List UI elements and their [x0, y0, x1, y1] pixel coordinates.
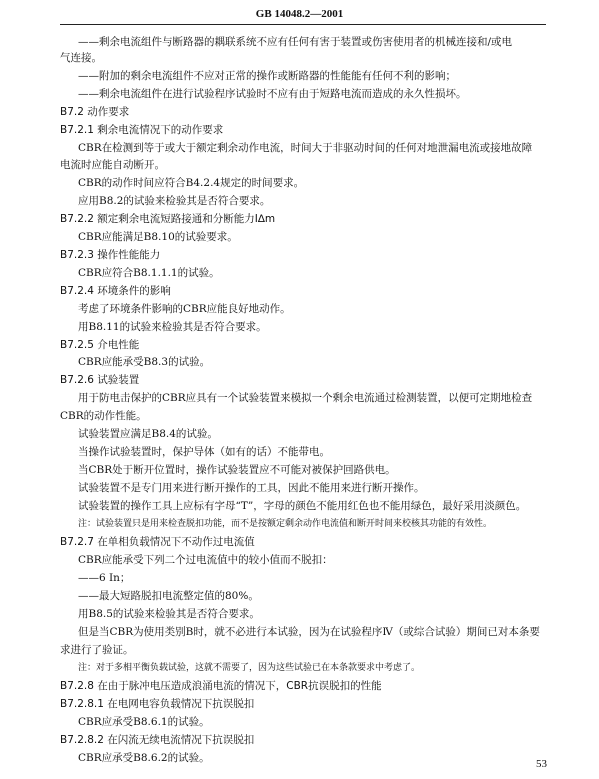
- text-line: 当操作试验装置时，保护导体（如有的话）不能带电。: [78, 446, 330, 458]
- text-line: CBR的动作性能。: [60, 410, 147, 422]
- section-heading: B7.2.1 剩余电流情况下的动作要求: [60, 124, 224, 136]
- text-line: CBR应符合B8.1.1.1的试验。: [78, 267, 220, 279]
- text-line: 用B8.5的试验来检验其是否符合要求。: [78, 608, 260, 620]
- section-heading: B7.2.4 环境条件的影响: [60, 285, 171, 297]
- text-line: ——最大短路脱扣电流整定值的80%。: [78, 590, 259, 602]
- section-heading: B7.2.5 介电性能: [60, 339, 140, 351]
- standard-header: GB 14048.2—2001: [255, 8, 344, 20]
- text-line: 用B8.11的试验来检验其是否符合要求。: [78, 321, 267, 333]
- text-line: CBR的动作时间应符合B4.2.4规定的时间要求。: [78, 177, 305, 189]
- note-line: 注：对于多相平衡负载试验，这就不需要了，因为这些试验已在本条款要求中考虑了。: [78, 663, 421, 673]
- text-line: 考虑了环境条件影响的CBR应能良好地动作。: [78, 303, 291, 315]
- section-heading: B7.2.8.1 在电网电容负载情况下抗误脱扣: [60, 698, 255, 710]
- section-heading: B7.2.8.2 在闪流无续电流情况下抗误脱扣: [60, 734, 255, 746]
- text-line: CBR在检测到等于或大于额定剩余动作电流，时间大于非驱动时间的任何对地泄漏电流或接地故障: [78, 142, 533, 154]
- text-line: CBR应承受B8.6.2的试验。: [78, 752, 210, 764]
- text-line: 但是当CBR为使用类别B时，就不必进行本试验，因为在试验程序Ⅳ（或综合试验）期间已对本条要: [78, 626, 540, 638]
- text-line: 试验装置的操作工具上应标有字母“T”，字母的颜色不能用红色也不能用绿色，最好采用淡颜色。: [78, 500, 527, 512]
- text-line: 试验装置不是专门用来进行断开操作的工具，因此不能用来进行断开操作。: [78, 482, 425, 494]
- text-line: ——剩余电流组件与断路器的耦联系统不应有任何有害于装置或伤害使用者的机械连接和/或电: [78, 36, 513, 48]
- section-heading: B7.2.8 在由于脉冲电压造成浪涌电流的情况下，CBR抗误脱扣的性能: [60, 680, 382, 692]
- text-line: CBR应能满足B8.10的试验要求。: [78, 231, 238, 243]
- page-number: 53: [536, 758, 547, 770]
- section-heading: B7.2.6 试验装置: [60, 374, 140, 386]
- text-line: 电流时应能自动断开。: [60, 159, 165, 171]
- section-heading: B7.2.3 操作性能能力: [60, 249, 161, 261]
- section-heading: B7.2.7 在单相负载情况下不动作过电流值: [60, 536, 255, 548]
- text-line: 应用B8.2的试验来检验其是否符合要求。: [78, 195, 271, 207]
- text-line: ——附加的剩余电流组件不应对正常的操作或断路器的性能能有任何不利的影响；: [78, 70, 456, 82]
- section-heading: B7.2 动作要求: [60, 106, 130, 118]
- section-heading: B7.2.2 额定剩余电流短路接通和分断能力I∆m: [60, 213, 276, 225]
- text-line: 用于防电击保护的CBR应具有一个试验装置来模拟一个剩余电流通过检测装置，以便可定期地检查: [78, 392, 533, 404]
- text-line: CBR应承受B8.6.1的试验。: [78, 716, 210, 728]
- text-line: 当CBR处于断开位置时，操作试验装置应不可能对被保护回路供电。: [78, 464, 396, 476]
- text-line: 求进行了验证。: [60, 644, 134, 656]
- header-rule: [60, 24, 546, 25]
- text-line: CBR应能承受B8.3的试验。: [78, 356, 211, 368]
- text-line: ——6 In；: [78, 572, 131, 584]
- text-line: 气连接。: [60, 52, 102, 64]
- text-line: 试验装置应满足B8.4的试验。: [78, 428, 218, 440]
- text-line: ——剩余电流组件在进行试验程序试验时不应有由于短路电流而造成的永久性损坏。: [78, 88, 467, 100]
- text-line: CBR应能承受下列二个过电流值中的较小值而不脱扣：: [78, 554, 333, 566]
- note-line: 注：试验装置只是用来检查脱扣功能，而不是按额定剩余动作电流值和断开时间来校核其功能的有效性。: [78, 519, 493, 529]
